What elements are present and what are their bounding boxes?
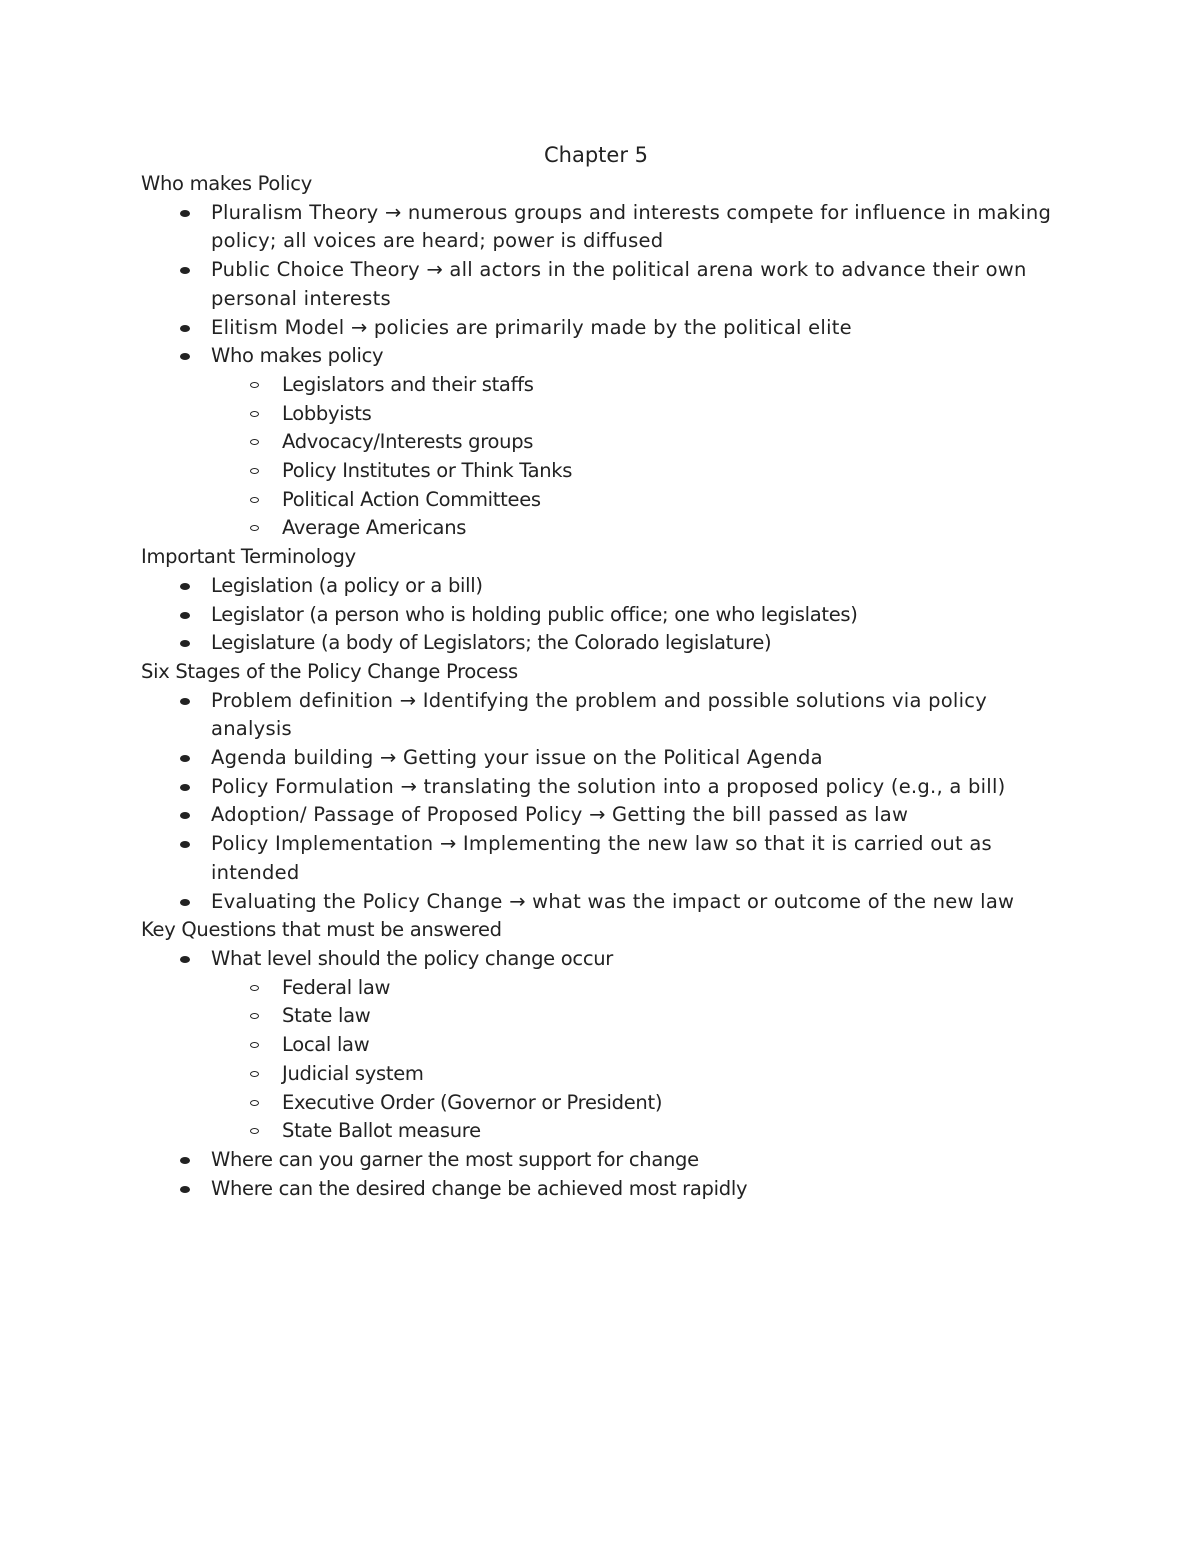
- bullet-item: [211, 1175, 1061, 1204]
- bullet-text: Pluralism Theory → numerous groups and interests compete for influence in making policy; all voices are heard; power is diffused: [211, 200, 1052, 253]
- bullet-circle-icon: [250, 525, 259, 531]
- bullet-circle-icon: [250, 439, 259, 445]
- bullet-item: [211, 629, 1061, 658]
- sub-bullet-item: [282, 1031, 1200, 1060]
- bullet-circle-icon: [250, 1100, 259, 1106]
- sub-bullet-text: Advocacy/Interests groups: [282, 430, 534, 454]
- bullet-item: [211, 830, 1061, 887]
- bullet-text: Legislature (a body of Legislators; the Colorado legislature): [211, 631, 772, 655]
- bullet-item: [211, 572, 1061, 601]
- bullet-dot-icon: [180, 353, 190, 360]
- sub-bullet-item: [282, 428, 1200, 457]
- section: [0, 916, 1200, 1203]
- sub-bullet-item: [282, 974, 1200, 1003]
- bullet-circle-icon: [250, 1042, 259, 1048]
- bullet-list: [0, 687, 1200, 917]
- bullet-dot-icon: [180, 267, 190, 274]
- bullet-dot-icon: [180, 640, 190, 647]
- section-heading: Six Stages of the Policy Change Process: [141, 659, 518, 683]
- sub-bullet-text: Legislators and their staffs: [282, 372, 534, 396]
- bullet-dot-icon: [180, 899, 190, 906]
- bullet-list: [0, 572, 1200, 658]
- bullet-dot-icon: [180, 583, 190, 590]
- sub-bullet-item: [282, 1060, 1200, 1089]
- sub-bullet-text: State Ballot measure: [282, 1119, 481, 1143]
- bullet-circle-icon: [250, 468, 259, 474]
- section: [0, 170, 1200, 543]
- bullet-dot-icon: [180, 612, 190, 619]
- bullet-text: Problem definition → Identifying the problem and possible solutions via policy analysis: [211, 688, 988, 741]
- bullet-circle-icon: [250, 1013, 259, 1019]
- bullet-text: Adoption/ Passage of Proposed Policy → Getting the bill passed as law: [211, 803, 909, 827]
- bullet-item: [211, 314, 1061, 343]
- bullet-dot-icon: [180, 956, 190, 963]
- bullet-item: [211, 199, 1061, 256]
- bullet-circle-icon: [250, 1128, 259, 1134]
- bullet-list: [0, 199, 1200, 543]
- sub-bullet-text: State law: [282, 1004, 371, 1028]
- bullet-circle-icon: [250, 411, 259, 417]
- bullet-text: Evaluating the Policy Change → what was the impact or outcome of the new law: [211, 889, 1015, 913]
- bullet-item: [211, 342, 1061, 371]
- sub-bullet-text: Political Action Committees: [282, 487, 541, 511]
- bullet-circle-icon: [250, 382, 259, 388]
- bullet-text: Legislator (a person who is holding public office; one who legislates): [211, 602, 858, 626]
- sub-bullet-item: [282, 514, 1200, 543]
- bullet-dot-icon: [180, 1186, 190, 1193]
- sub-bullet-text: Local law: [282, 1033, 370, 1057]
- bullet-text: Agenda building → Getting your issue on the Political Agenda: [211, 746, 823, 770]
- bullet-dot-icon: [180, 784, 190, 791]
- bullet-item: [211, 888, 1061, 917]
- sub-bullet-text: Federal law: [282, 975, 391, 999]
- sub-bullet-item: [282, 371, 1200, 400]
- document-body: [0, 170, 1200, 1203]
- sub-bullet-item: [282, 1002, 1200, 1031]
- bullet-dot-icon: [180, 755, 190, 762]
- bullet-item: [211, 601, 1061, 630]
- bullet-item: [211, 773, 1061, 802]
- sub-bullet-item: [282, 457, 1200, 486]
- bullet-text: Elitism Model → policies are primarily made by the political elite: [211, 315, 852, 339]
- bullet-text: Who makes policy: [211, 344, 384, 368]
- sub-bullet-text: Lobbyists: [282, 401, 372, 425]
- bullet-text: Public Choice Theory → all actors in the political arena work to advance their own personal interests: [211, 258, 1027, 310]
- bullet-dot-icon: [180, 841, 190, 848]
- sub-bullet-text: Executive Order (Governor or President): [282, 1090, 663, 1114]
- sub-bullet-item: [282, 400, 1200, 429]
- bullet-item: [211, 945, 1061, 974]
- document-page: [0, 141, 1200, 1203]
- page-title: Chapter 5: [544, 143, 648, 167]
- bullet-text: Legislation (a policy or a bill): [211, 573, 483, 597]
- bullet-text: Policy Implementation → Implementing the new law so that it is carried out as intended: [211, 832, 992, 884]
- bullet-dot-icon: [180, 1157, 190, 1164]
- sub-bullet-text: Policy Institutes or Think Tanks: [282, 459, 573, 483]
- sub-bullet-text: Judicial system: [282, 1061, 424, 1085]
- bullet-circle-icon: [250, 985, 259, 991]
- bullet-dot-icon: [180, 812, 190, 819]
- section-heading: Important Terminology: [141, 545, 356, 569]
- bullet-item: [211, 1146, 1061, 1175]
- sub-bullet-item: [282, 1089, 1200, 1118]
- bullet-item: [211, 256, 1061, 313]
- section: [0, 658, 1200, 916]
- bullet-item: [211, 744, 1061, 773]
- bullet-item: [211, 801, 1061, 830]
- bullet-list: [0, 945, 1200, 1203]
- bullet-text: What level should the policy change occur: [211, 946, 614, 970]
- bullet-dot-icon: [180, 698, 190, 705]
- section: [0, 543, 1200, 658]
- sub-bullet-text: Average Americans: [282, 516, 467, 540]
- section-heading: Who makes Policy: [141, 172, 312, 195]
- bullet-dot-icon: [180, 325, 190, 332]
- section-heading: Key Questions that must be answered: [141, 918, 502, 942]
- bullet-circle-icon: [250, 497, 259, 503]
- sub-bullet-item: [282, 1117, 1200, 1146]
- bullet-dot-icon: [180, 210, 190, 217]
- bullet-circle-icon: [250, 1071, 259, 1077]
- bullet-item: [211, 687, 1061, 744]
- sub-bullet-item: [282, 486, 1200, 515]
- bullet-text: Where can the desired change be achieved most rapidly: [211, 1176, 748, 1200]
- bullet-text: Where can you garner the most support for change: [211, 1147, 699, 1171]
- bullet-text: Policy Formulation → translating the solution into a proposed policy (e.g., a bill): [211, 774, 1006, 798]
